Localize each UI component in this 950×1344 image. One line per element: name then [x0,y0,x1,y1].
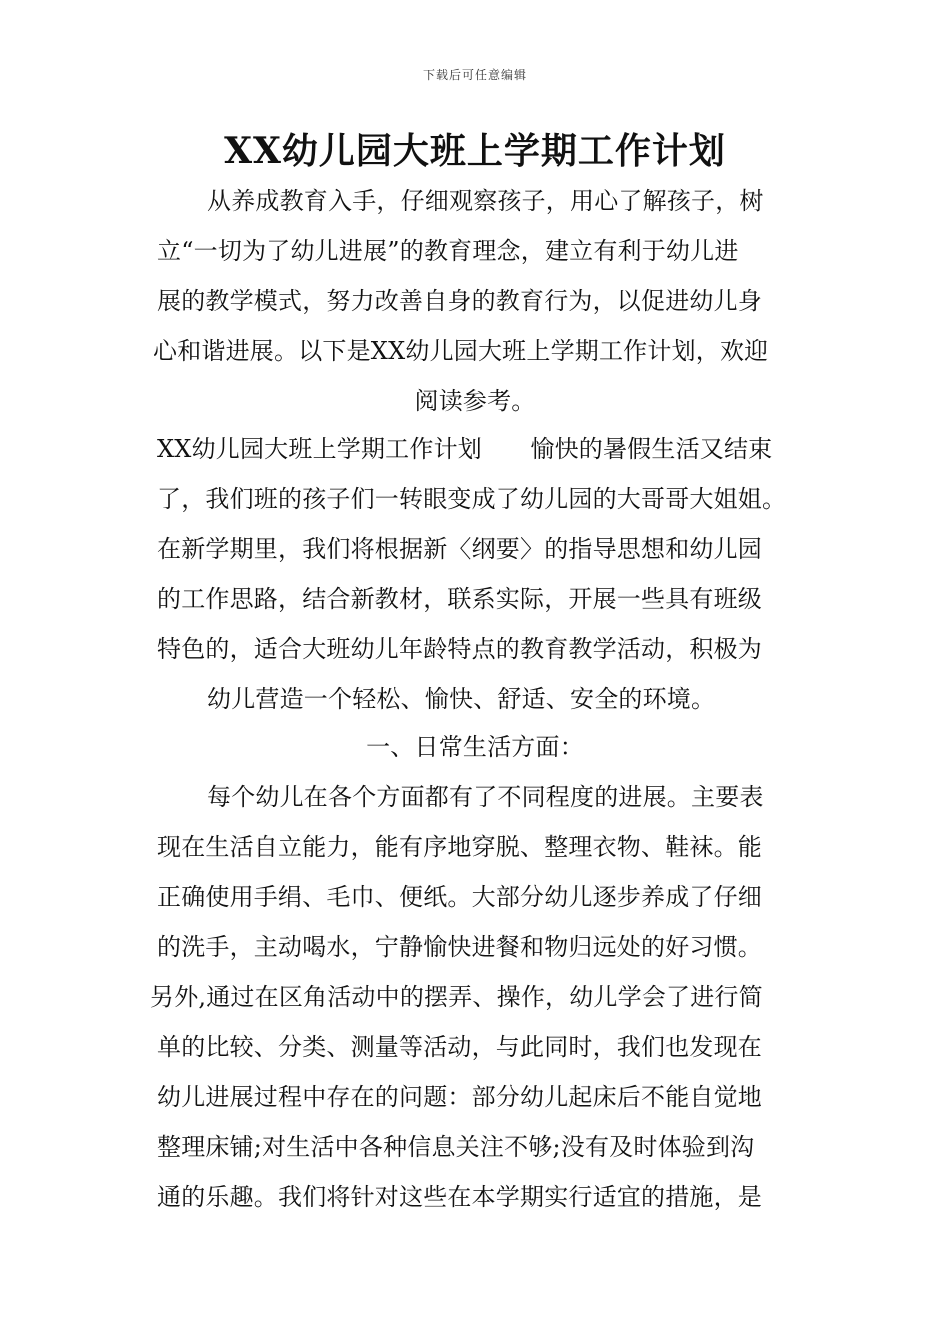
body-line: 在新学期里，我们将根据新〈纲要〉的指导思想和幼儿园 [157,535,762,563]
section-line: 现在生活自立能力，能有序地穿脱、整理衣物、鞋袜。能 [157,833,762,861]
intro-line: 从养成教育入手，仔细观察孩子，用心了解孩子，树 [207,187,764,215]
section-heading: 一、日常生活方面： [366,733,584,761]
intro-line: 心和谐进展。以下是XX幼儿园大班上学期工作计划，欢迎 [153,337,769,365]
body-line: 幼儿营造一个轻松、愉快、舒适、安全的环境。 [207,685,716,713]
section-line: 整理床铺;对生活中各种信息关注不够;没有及时体验到沟 [157,1133,755,1161]
section-line: 的洗手，主动喝水，宁静愉快进餐和物归远处的好习惯。 [157,933,762,961]
header-note: 下载后可任意编辑 [422,68,527,82]
intro-line: 立“一切为了幼儿进展”的教育理念，建立有利于幼儿进 [157,237,739,265]
body-line: 了，我们班的孩子们一转眼变成了幼儿园的大哥哥大姐姐。 [157,485,787,513]
section-line: 单的比较、分类、测量等活动，与此同时，我们也发现在 [157,1033,762,1061]
document-title: XX幼儿园大班上学期工作计划 [224,130,726,172]
section-line: 通的乐趣。我们将针对这些在本学期实行适宜的措施，是 [157,1183,762,1211]
body-line: 的工作思路，结合新教材，联系实际，开展一些具有班级 [157,585,762,613]
intro-line: 展的教学模式，努力改善自身的教育行为，以促进幼儿身 [157,287,762,315]
section-line: 每个幼儿在各个方面都有了不同程度的进展。主要表 [207,783,764,811]
section-line: 另外,通过在区角活动中的摆弄、操作，幼儿学会了进行简 [150,983,763,1011]
body-line: XX幼儿园大班上学期工作计划 愉快的暑假生活又结束 [157,435,773,463]
section-line: 正确使用手绢、毛巾、便纸。大部分幼儿逐步养成了仔细 [157,883,762,911]
body-line: 特色的，适合大班幼儿年龄特点的教育教学活动，积极为 [157,635,762,663]
intro-line: 阅读参考。 [414,387,536,415]
section-line: 幼儿进展过程中存在的问题：部分幼儿起床后不能自觉地 [157,1083,762,1111]
